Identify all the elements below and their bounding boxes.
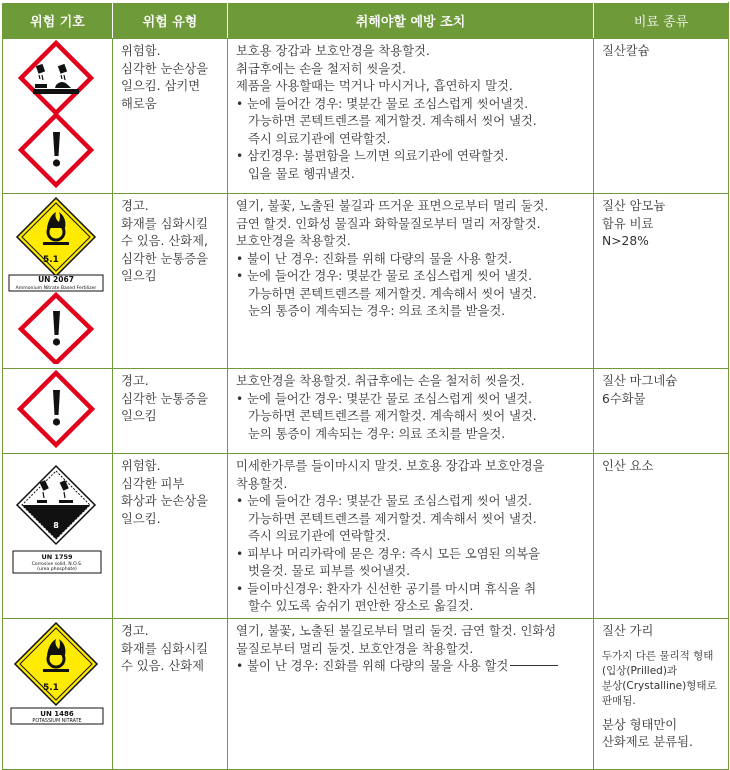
header-row — [3, 3, 729, 39]
precaution-line: 물질로부터 멀리 둘것. 보호안경을 착용할것. — [236, 641, 474, 656]
precaution-bullet — [236, 581, 587, 616]
fertilizer-cell — [594, 619, 729, 770]
precaution-line: 가능하면 콘텍트렌즈를 제거할것. 계속해서 씻어 낼것. — [248, 286, 537, 301]
flame-over-circle-icon — [17, 198, 95, 276]
precaution-line: 취급후에는 손을 철저히 씻을것. — [236, 61, 407, 76]
placard-un: UN 1486 — [40, 710, 74, 718]
fertilizer-line: 질산 가리 — [602, 624, 654, 638]
fertilizer-line: 질산 마그네슘 — [602, 374, 678, 388]
precaution-line: 열기, 불꽃, 노출된 불길로부터 멀리 둘것. 금연 할것. 인화성 — [236, 624, 557, 638]
precaution-bullet — [236, 493, 587, 546]
symbol-cell — [3, 369, 113, 454]
placard-un: UN 2067 — [38, 275, 74, 284]
header-symbol: 위험 기호 — [3, 3, 113, 39]
table-row — [3, 454, 729, 619]
type-line: 화재를 심화시킬 — [121, 641, 209, 656]
precaution-line: 열기, 불꽃, 노출된 불길과 뜨거운 표면으로부터 멀리 둘것. — [236, 199, 549, 213]
ghs-pictograms — [3, 369, 110, 449]
type-line: 일으킴 — [121, 409, 157, 423]
precaution-line: 보호용 장갑과 보호안경을 착용할것. — [236, 44, 430, 58]
type-line: 수 있음. 산화제, — [121, 234, 208, 248]
exclamation-icon — [21, 115, 91, 185]
type-line: 심각한 눈통증을 — [121, 391, 209, 406]
fertilizer-line: N>28% — [602, 234, 649, 248]
type-line: 일으킴 — [121, 269, 157, 283]
fertilizer-note-line: 산화제로 분류됨. — [602, 735, 693, 749]
precaution-cell — [228, 39, 594, 194]
precaution-cell — [228, 369, 594, 454]
oxidizer-placard — [3, 194, 110, 364]
placard-class: 5.1 — [43, 683, 59, 693]
type-line: 경고. — [121, 199, 149, 213]
precaution-line: 입을 물로 헹궈낼것. — [248, 166, 355, 181]
placard-name: Ammonium Nitrate Based Fertilizer — [15, 286, 97, 291]
oxidizer-placard — [3, 619, 110, 765]
exclamation-icon — [20, 373, 92, 445]
header-precaution: 취해야할 예방 조치 — [228, 3, 594, 39]
precaution-line: 눈의 통증이 계속되는 경우: 의료 조치를 받을것. — [248, 426, 506, 441]
type-line: 일으킴. — [121, 511, 161, 526]
precaution-cell — [228, 454, 594, 619]
type-cell — [113, 194, 228, 369]
precaution-line: 불이 난 경우: 진화를 위해 다량의 물을 사용 할것 — [247, 659, 509, 673]
corrosive-placard — [3, 454, 110, 614]
type-cell — [113, 454, 228, 619]
table-row — [3, 39, 729, 194]
precaution-line: 피부나 머리카락에 묻은 경우: 즉시 모든 오염된 의복을 — [247, 546, 541, 561]
fertilizer-line: 함유 비료 — [602, 216, 654, 231]
type-line: 화재를 심화시킬 — [121, 216, 209, 231]
precaution-bullet — [236, 148, 587, 183]
precaution-line: 보호안경을 착용할것. 취급후에는 손을 철저히 씻을것. — [236, 374, 525, 388]
fertilizer-small-line: 두가지 다른 물리적 형태 — [602, 649, 714, 662]
precaution-line: 제품을 사용할때는 먹거나 마시거나, 흡연하지 말것. — [236, 79, 513, 93]
precaution-line: 미세한가루를 들이마시지 말것. 보호용 장갑과 보호안경을 — [236, 459, 545, 473]
underline-stroke — [510, 665, 558, 666]
precaution-line: 벗을것. 물로 피부를 씻어낼것. — [248, 564, 411, 578]
type-line: 해로움 — [121, 96, 157, 111]
table-row — [3, 194, 729, 369]
type-line: 경고. — [121, 374, 149, 388]
fertilizer-line: 질산 암모늄 — [602, 199, 666, 213]
precaution-cell — [228, 619, 594, 770]
precaution-line: 눈의 통증이 계속되는 경우: 의료 조치를 받을것. — [248, 304, 506, 318]
precaution-bullet — [236, 96, 587, 149]
fertilizer-cell — [594, 454, 729, 619]
placard-name: Corrosive solid, N.O.S. — [31, 562, 83, 567]
type-cell — [113, 39, 228, 194]
fertilizer-cell — [594, 39, 729, 194]
symbol-cell — [3, 619, 113, 770]
placard-name: POTASSIUM NITRATE — [32, 719, 82, 724]
precaution-bullet — [236, 546, 587, 581]
precaution-line: 눈에 들어간 경우: 몇분간 물로 조심스럽게 씻어 낼것. — [247, 391, 533, 406]
fertilizer-line: 인산 요소 — [602, 459, 654, 473]
precaution-line: 가능하면 콘텍트렌즈를 제거할것. 계속해서 씻어 낼것. — [248, 409, 537, 423]
flame-over-circle-icon — [15, 623, 97, 705]
placard-un: UN 1759 — [41, 553, 73, 561]
hazard-table — [2, 2, 729, 770]
placard-class: 8 — [53, 521, 59, 530]
type-cell — [113, 619, 228, 770]
type-cell — [113, 369, 228, 454]
precaution-line: 가능하면 콘텍트렌즈를 제거할것. 계속해서 씻어 낼것. — [248, 114, 537, 128]
precaution-line: 보호안경을 착용할것. — [236, 234, 351, 248]
placard-class: 5.1 — [43, 255, 59, 265]
table-row — [3, 619, 729, 770]
fertilizer-note-line: 분상 형태만이 — [602, 717, 678, 732]
precaution-line: 즉시 의료기관에 연락할것. — [248, 529, 391, 543]
precaution-line: 불이 난 경우: 진화를 위해 다량의 물을 사용 할것. — [247, 251, 513, 266]
type-line: 심각한 눈손상을 — [121, 61, 209, 76]
precaution-line: 금연 할것. 인화성 물질과 화학물질로부터 멀리 저장할것. — [236, 216, 541, 231]
fertilizer-line: 질산칼슘 — [602, 44, 650, 58]
table-row — [3, 369, 729, 454]
fertilizer-small-line: 분상(Crystalline)형태로 — [602, 679, 717, 692]
precaution-line: 가능하면 콘텍트렌즈를 제거할것. 계속해서 씻어 낼것. — [248, 511, 537, 526]
type-line: 화상과 눈손상을 — [121, 494, 209, 508]
precaution-line: 눈에 들어간 경우: 몇분간 물로 조심스럽게 씻어 낼것. — [247, 494, 533, 508]
precaution-bullet — [236, 658, 587, 676]
precaution-line: 즉시 의료기관에 연락할것. — [248, 131, 391, 146]
precaution-line: 눈에 들어간 경우: 몇분간 물로 조심스럽게 씻어 낼것. — [247, 269, 533, 283]
fertilizer-small-line: 판매됨. — [602, 694, 636, 707]
fertilizer-cell — [594, 369, 729, 454]
type-line: 심각한 눈통증을 — [121, 251, 209, 266]
precaution-line: 눈에 들어간 경우: 몇분간 물로 조심스럽게 씻어낼것. — [247, 96, 529, 111]
precaution-line: 할수 있도록 숨쉬기 편안한 장소로 옮길것. — [248, 599, 474, 613]
precaution-bullet — [236, 251, 587, 269]
precaution-line: 들이마신경우: 환자가 신선한 공기를 마시며 휴식을 취 — [247, 581, 537, 596]
type-line: 심각한 피부 — [121, 476, 185, 491]
fertilizer-cell — [594, 194, 729, 369]
precaution-bullet — [236, 268, 587, 321]
type-line: 경고. — [121, 624, 149, 638]
symbol-cell — [3, 194, 113, 369]
symbol-cell — [3, 39, 113, 194]
type-line: 위험함. — [121, 44, 161, 58]
precaution-line: 착용할것. — [236, 476, 288, 491]
class8-corrosive-icon — [17, 466, 95, 544]
precaution-line: 삼킨경우: 불편함을 느끼면 의료기관에 연락할것. — [247, 149, 509, 163]
type-line: 수 있음. 산화제 — [121, 659, 204, 673]
header-type: 위험 유형 — [113, 3, 228, 39]
header-fertilizer: 비료 종류 — [594, 3, 729, 39]
corrosion-icon — [21, 43, 91, 113]
placard-name: (urea phosphate) — [37, 567, 77, 572]
type-line: 일으킴. 삼키면 — [121, 79, 201, 93]
ghs-pictograms — [3, 39, 110, 189]
precaution-bullet — [236, 391, 587, 444]
fertilizer-small-line: (입상(Prilled)과 — [602, 664, 678, 677]
symbol-cell — [3, 454, 113, 619]
fertilizer-line: 6수화물 — [602, 391, 646, 406]
type-line: 위험함. — [121, 459, 161, 473]
precaution-cell — [228, 194, 594, 369]
exclamation-icon — [21, 295, 91, 363]
